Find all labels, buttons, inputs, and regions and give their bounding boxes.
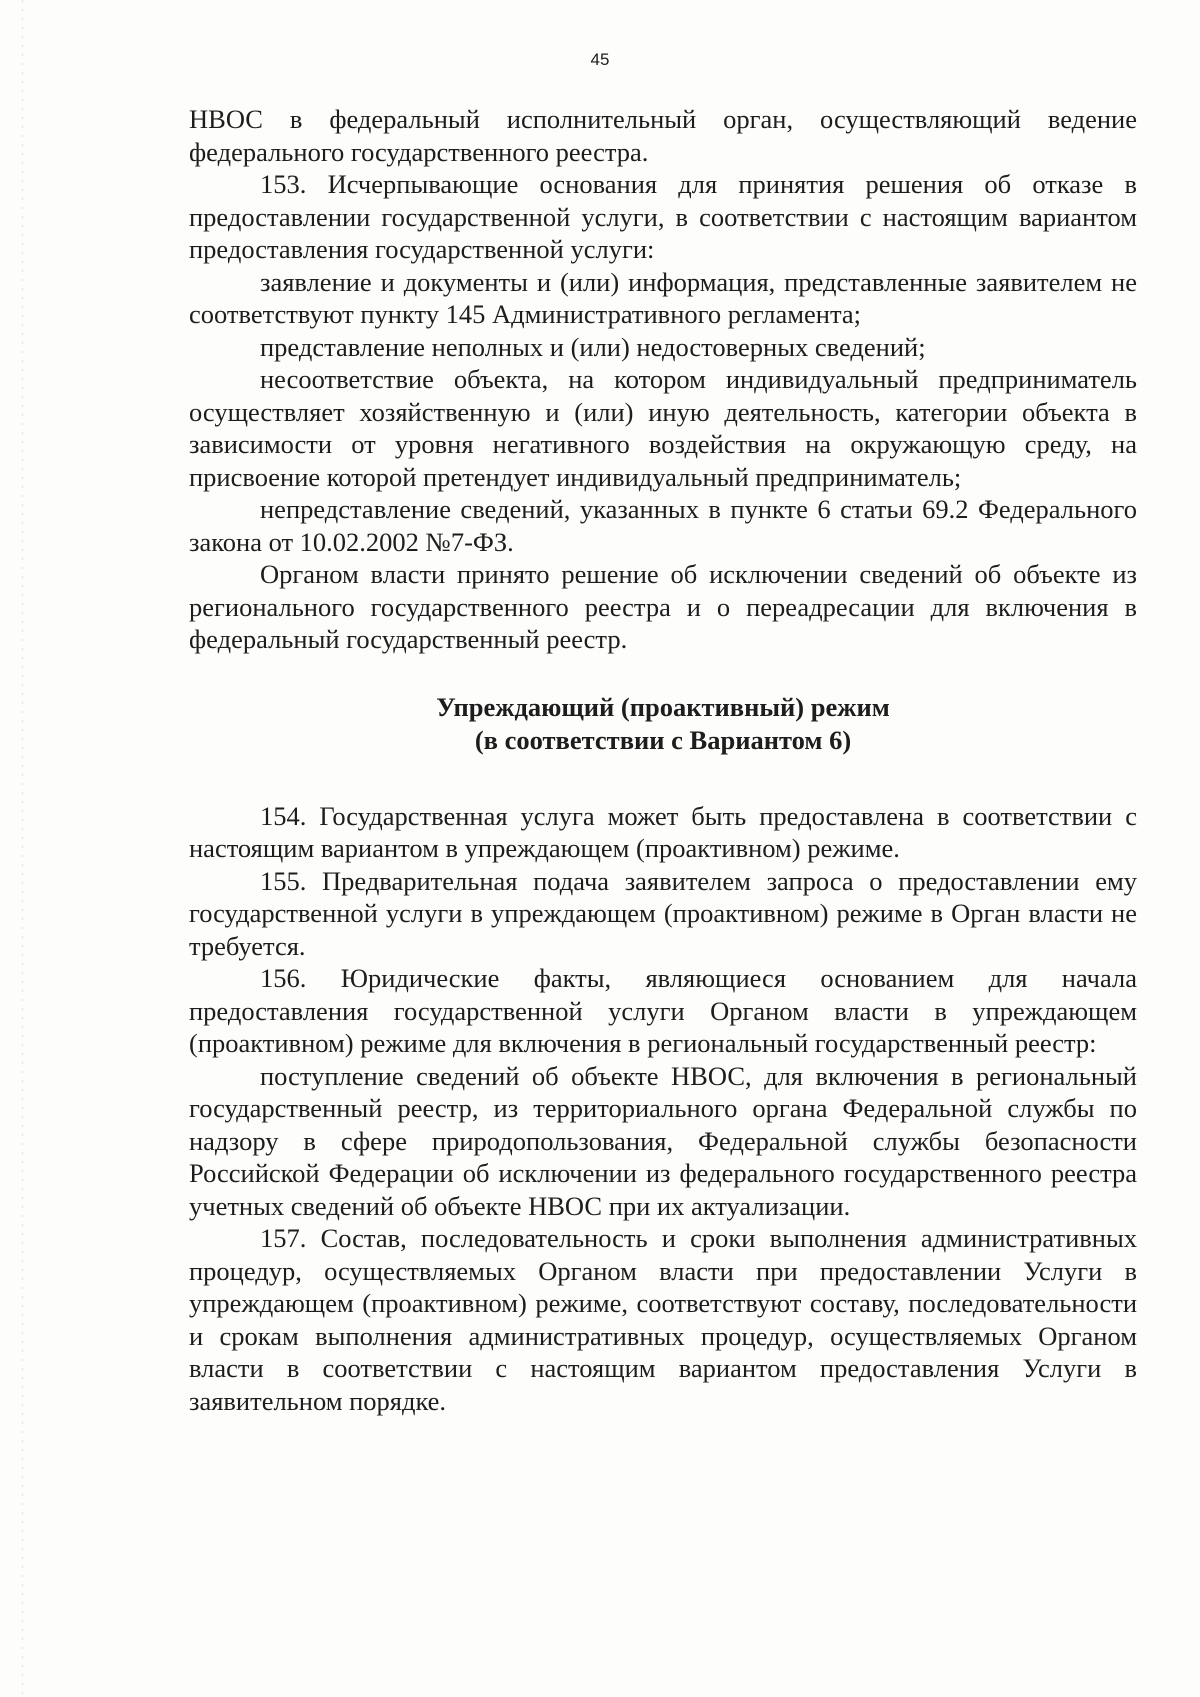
list-item-grounds-2: представление неполных и (или) недостоверных сведений; [260, 331, 926, 362]
scan-edge-artifact [22, 0, 23, 1697]
paragraph-157: 157. Состав, последовательность и сроки выполнения административных процедур, осуществляемых Органом власти при предоставлении Услуги в упреждающем (проактивном) режиме, соответствуют составу, последовательности и срокам выполнения административных процедур, осуществляемых Органом власти в соответствии с настоящим вариантом предоставления Услуги в заявительном порядке. [189, 1223, 1137, 1416]
list-item-grounds-5: Органом власти принято решение об исключении сведений об объекте из регионального государственного реестра и о переадресации для включения в федеральный государственный реестр. [189, 559, 1137, 654]
section-heading-line-2: (в соответствии с Вариантом 6) [474, 724, 852, 755]
document-body [189, 103, 1137, 1417]
list-item-facts-1: поступление сведений об объекте НВОС, для включения в региональный государственный реестр, из территориального органа Федеральной службы по надзору в сфере природопользования, Федеральной службы безопасности Российской Федерации об исключении из федерального государственного реестра учетных сведений об объекте НВОС при их актуализации. [189, 1060, 1137, 1221]
list-item-grounds-1: заявление и документы и (или) информация, представленные заявителем не соответствуют пункту 145 Административного регламента; [189, 266, 1137, 329]
paragraph-155: 155. Предварительная подача заявителем запроса о предоставлении ему государственной услуги в упреждающем (проактивном) режиме в Орган власти не требуется. [189, 865, 1137, 961]
section-heading-line-1: Упреждающий (проактивный) режим [436, 691, 890, 722]
paragraph-continuation: НВОС в федеральный исполнительный орган, осуществляющий ведение федерального государственного реестра. [189, 104, 1137, 167]
paragraph-156: 156. Юридические факты, являющиеся основанием для начала предоставления государственной услуги Органом власти в упреждающем (проактивном) режиме для включения в региональный государственный реестр: [189, 963, 1137, 1058]
page-number: 45 [590, 50, 610, 69]
paragraph-154: 154. Государственная услуга может быть предоставлена в соответствии с настоящим вариантом в упреждающем (проактивном) режиме. [189, 800, 1137, 863]
list-item-grounds-3: несоответствие объекта, на котором индивидуальный предприниматель осуществляет хозяйственную и (или) иную деятельность, категории объекта в зависимости от уровня негативного воздействия на окружающую среду, на присвоение которой претендует индивидуальный предприниматель; [189, 364, 1137, 492]
paragraph-153: 153. Исчерпывающие основания для принятия решения об отказе в предоставлении государственной услуги, в соответствии с настоящим вариантом предоставления государственной услуги: [189, 169, 1137, 264]
section-heading [189, 691, 1137, 757]
list-item-grounds-4: непредставление сведений, указанных в пункте 6 статьи 69.2 Федерального закона от 10.02.2002 №7-ФЗ. [189, 494, 1137, 557]
